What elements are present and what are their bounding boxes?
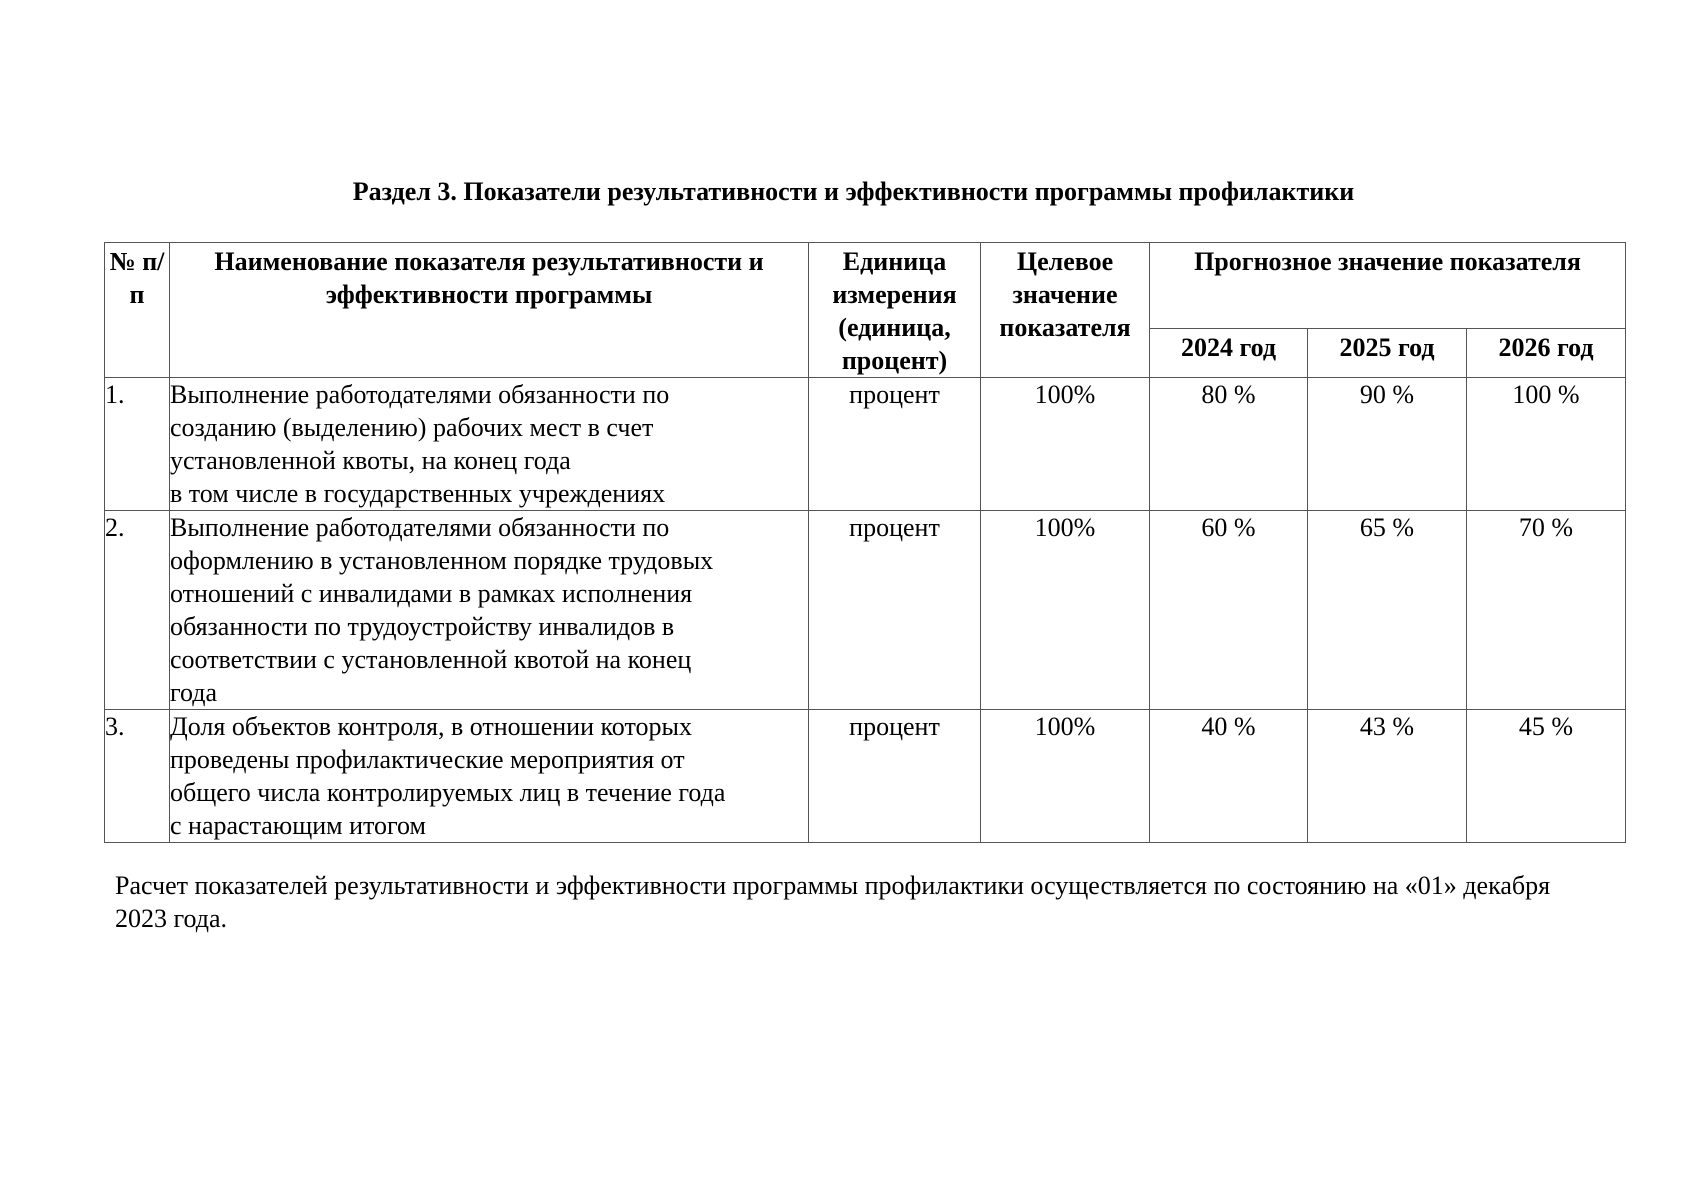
indicator-name-line: с нарастающим итогом — [170, 811, 427, 840]
indicator-name-line: отношений с инвалидами в рамках исполнения — [170, 579, 693, 608]
indicator-name-line: в том числе в государственных учреждениях — [170, 479, 666, 508]
unit-cell: процент — [809, 511, 981, 710]
target-cell: 100% — [981, 378, 1150, 511]
value-2024: 80 % — [1150, 378, 1308, 511]
value-2025: 43 % — [1308, 710, 1467, 843]
target-cell: 100% — [981, 511, 1150, 710]
indicator-name — [170, 378, 809, 511]
header-forecast: Прогнозное значение показателя — [1150, 243, 1626, 329]
value-2024: 40 % — [1150, 710, 1308, 843]
indicator-name-line: общего числа контролируемых лиц в течение года — [170, 778, 726, 807]
section-title: Раздел 3. Показатели результативности и эффективности программы профилактики — [352, 177, 1355, 206]
indicator-name-line: оформлению в установленном порядке трудовых — [170, 546, 714, 575]
header-num: № п/п — [105, 243, 170, 378]
unit-cell: процент — [809, 378, 981, 511]
indicator-name-line: Выполнение работодателями обязанности по — [170, 513, 670, 542]
indicator-name-line: Выполнение работодателями обязанности по — [170, 380, 670, 409]
indicator-name-line: соответствии с установленной квотой на конец — [170, 645, 692, 674]
row-number: 2. — [105, 511, 170, 710]
header-target: Целевое значение показателя — [981, 243, 1150, 378]
table-row — [105, 511, 1626, 710]
unit-cell: процент — [809, 710, 981, 843]
header-name: Наименование показателя результативности и эффективности программы — [170, 243, 809, 378]
indicator-name-line: созданию (выделению) рабочих мест в счет — [170, 413, 654, 442]
indicator-name — [170, 710, 809, 843]
header-row — [105, 243, 1626, 329]
table-row — [105, 378, 1626, 511]
indicator-name-line: обязанности по трудоустройству инвалидов в — [170, 612, 675, 641]
value-2026: 45 % — [1467, 710, 1626, 843]
value-2024: 60 % — [1150, 511, 1308, 710]
row-number: 3. — [105, 710, 170, 843]
value-2025: 90 % — [1308, 378, 1467, 511]
target-cell: 100% — [981, 710, 1150, 843]
table-row — [105, 710, 1626, 843]
header-year-2024: 2024 год — [1150, 329, 1308, 378]
indicator-name-line: проведены профилактические мероприятия от — [170, 745, 685, 774]
value-2026: 70 % — [1467, 511, 1626, 710]
indicator-name-line: Доля объектов контроля, в отношении которых — [170, 712, 692, 741]
indicator-name-line: установленной квоты, на конец года — [170, 446, 571, 475]
header-year-2025: 2025 год — [1308, 329, 1467, 378]
calculation-note: Расчет показателей результативности и эффективности программы профилактики осуществляется по состоянию на «01» декабря 2023 года. — [115, 871, 1551, 933]
indicator-name-line: года — [170, 678, 218, 707]
indicator-name — [170, 511, 809, 710]
row-number: 1. — [105, 378, 170, 511]
header-unit: Единица измерения (единица, процент) — [809, 243, 981, 378]
indicators-table — [104, 242, 1626, 843]
value-2026: 100 % — [1467, 378, 1626, 511]
value-2025: 65 % — [1308, 511, 1467, 710]
header-year-2026: 2026 год — [1467, 329, 1626, 378]
